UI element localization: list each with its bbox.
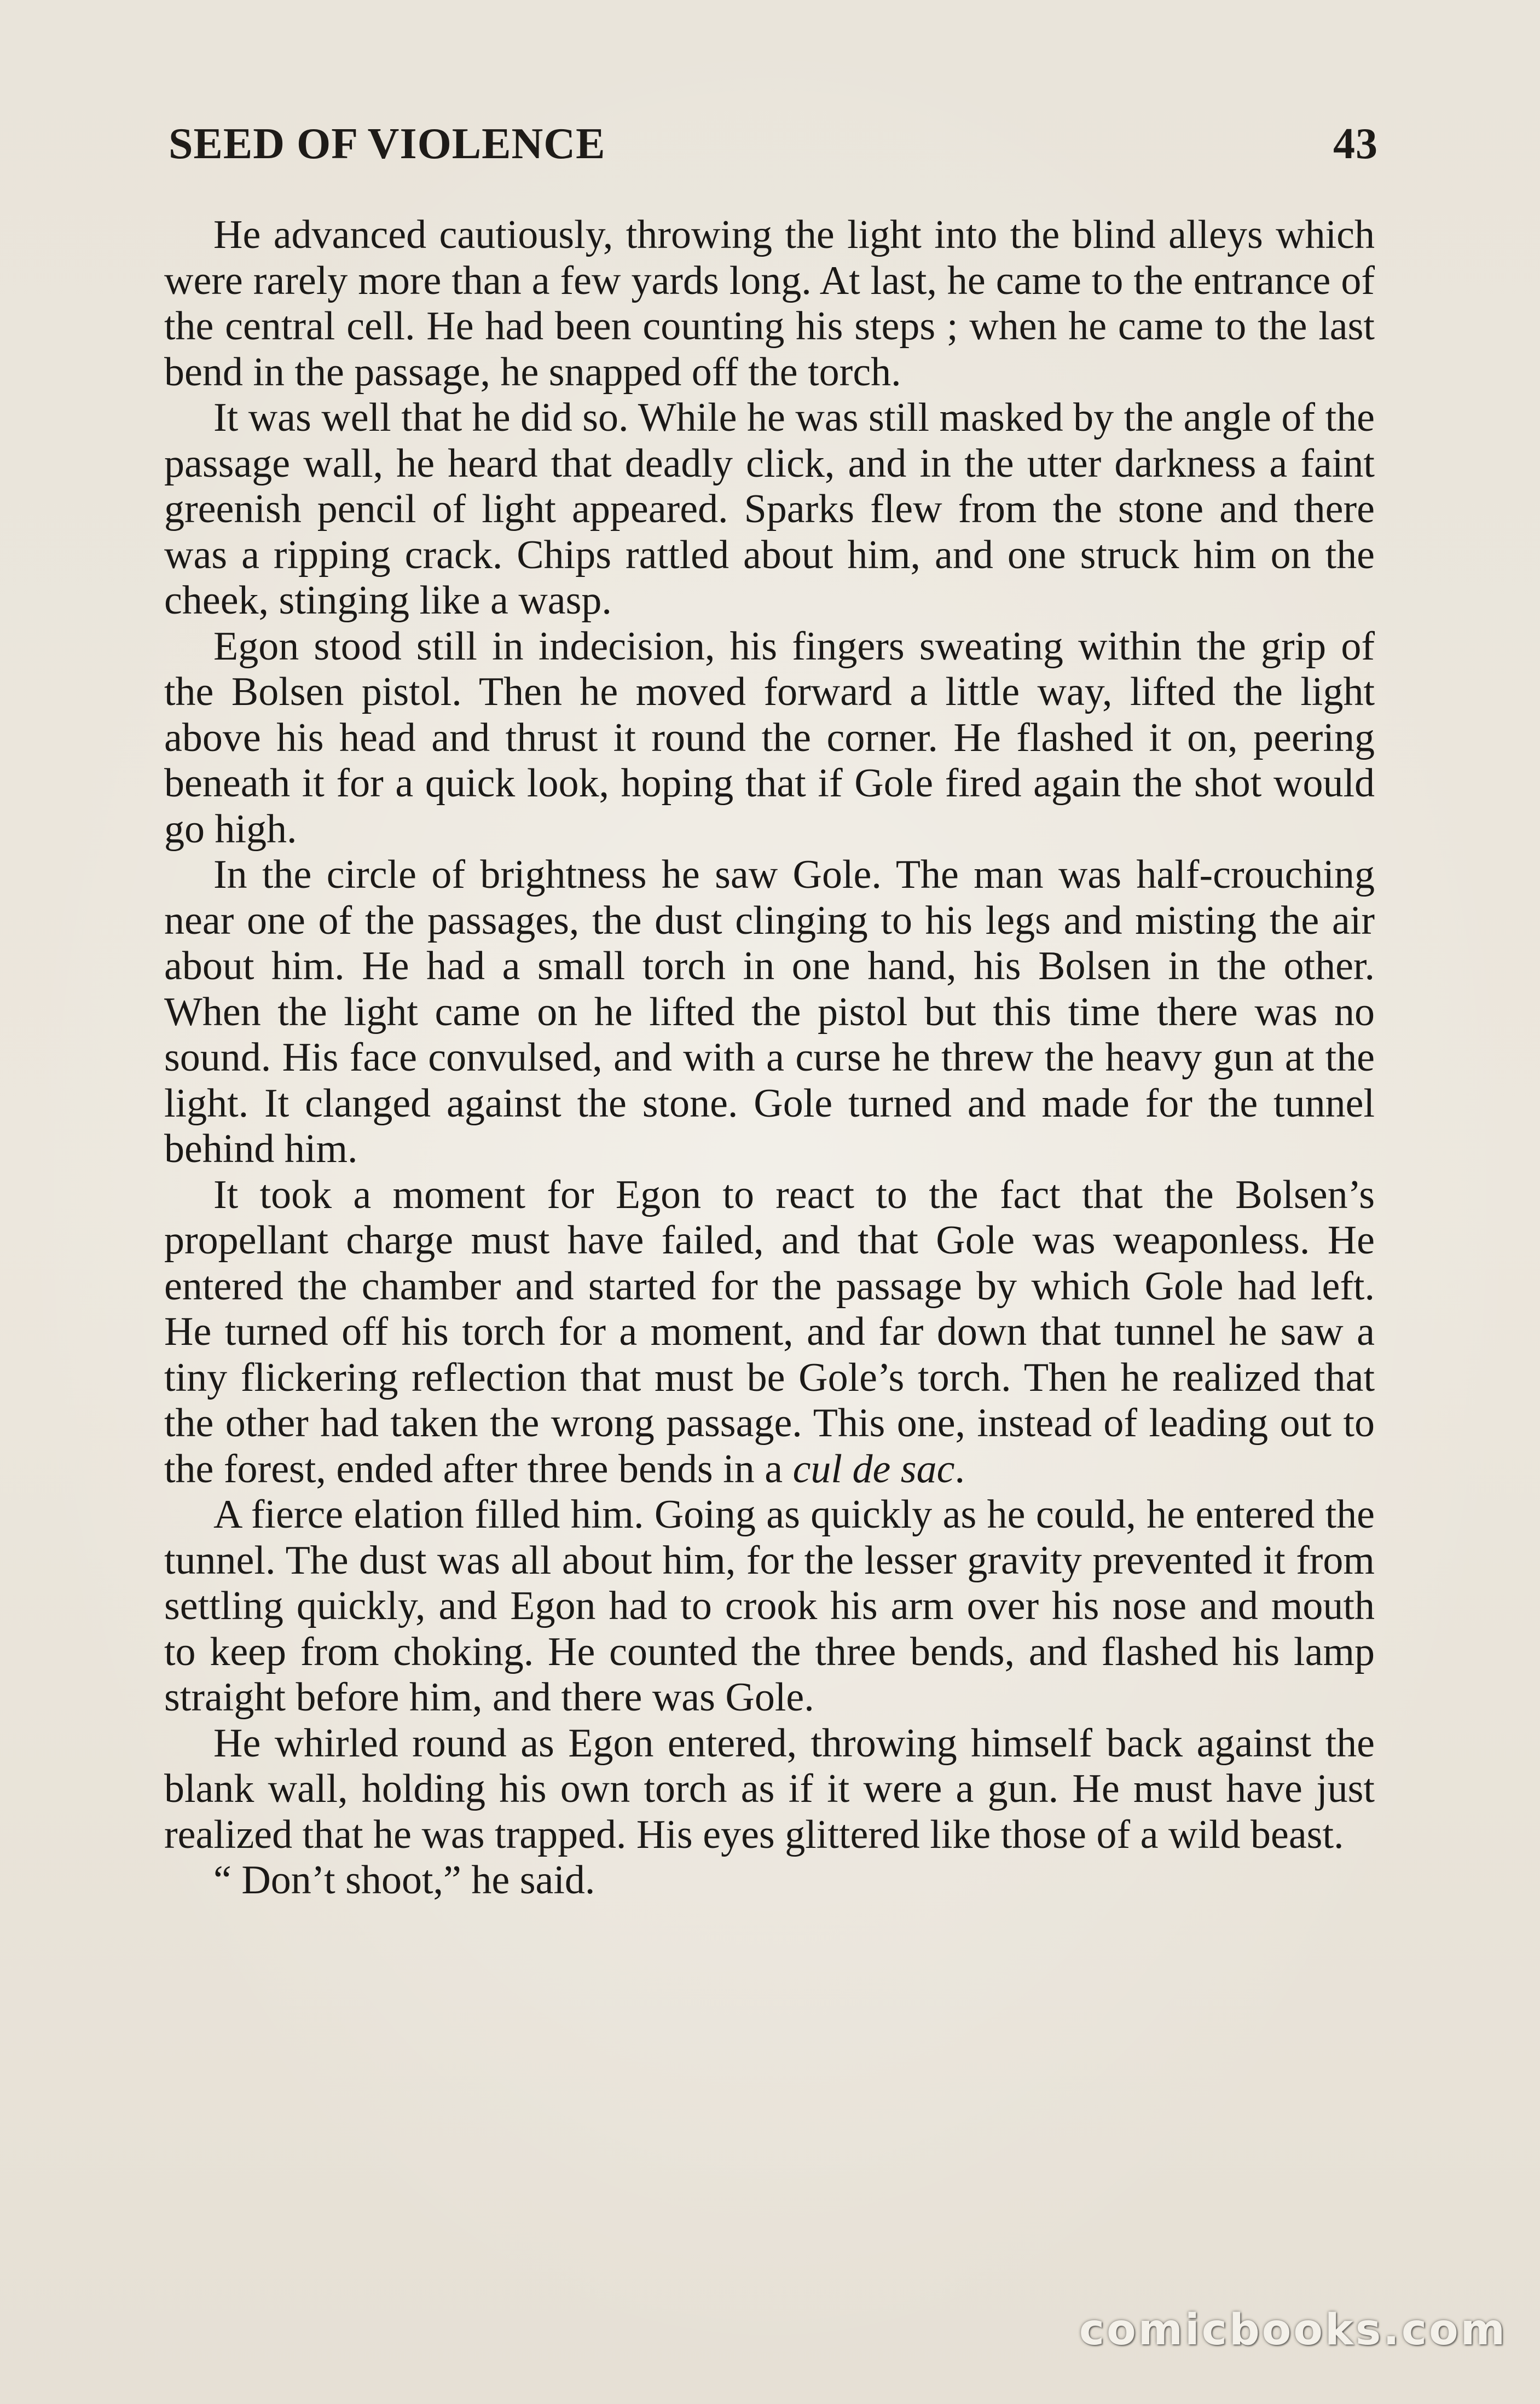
paragraph-5 bbox=[164, 1172, 1375, 1493]
page-header bbox=[169, 119, 1378, 180]
running-head: SEED OF VIOLENCE bbox=[169, 120, 606, 168]
body-text bbox=[164, 212, 1375, 1904]
paragraph-7: He whirled round as Egon entered, throwing himself back against the blank wall, holding his own torch as if it were a gun. He must have just realized that he was trapped. His eyes glittered like those of a wild beast. bbox=[164, 1720, 1375, 1857]
paragraph-5-text: It took a moment for Egon to react to the fact that the Bolsen’s propellant charge must have failed, and that Gole was weaponless. He entered the chamber and started for the passage by which Gole had left. He turned off his torch for a moment, and far down that tunnel he saw a tiny flickering reflection that must be Gole’s torch. Then he realized that the other had taken the wrong passage. This one, instead of leading out to the forest, ended after three bends in a bbox=[164, 1172, 1375, 1492]
paragraph-3: Egon stood still in indecision, his fingers sweating within the grip of the Bolsen pistol. Then he moved forward a little way, lifted the light above his head and thrust it round the corner. He flashed it on, peering beneath it for a quick look, hoping that if Gole fired again the shot would go high. bbox=[164, 623, 1375, 852]
watermark: comicbooks.com bbox=[1079, 2305, 1507, 2355]
paragraph-4: In the circle of brightness he saw Gole. The man was half-crouching near one of the passages, the dust clinging to his legs and misting the air about him. He had a small torch in one hand, his Bolsen in the other. When the light came on he lifted the pistol but this time there was no sound. His face convulsed, and with a curse he threw the heavy gun at the light. It clanged against the stone. Gole turned and made for the tunnel behind him. bbox=[164, 852, 1375, 1171]
paragraph-1: He advanced cautiously, throwing the light into the blind alleys which were rarely more than a few yards long. At last, he came to the entrance of the central cell. He had been counting his steps ; when he came to the last bend in the passage, he snapped off the torch. bbox=[164, 212, 1375, 395]
paragraph-2: It was well that he did so. While he was still masked by the angle of the passage wall, he heard that deadly click, and in the utter darkness a faint greenish pencil of light appeared. Sparks flew from the stone and there was a ripping crack. Chips rattled about him, and one struck him on the cheek, stinging like a wasp. bbox=[164, 395, 1375, 623]
page-number: 43 bbox=[1333, 120, 1378, 168]
paragraph-5-italic: cul de sac bbox=[792, 1446, 955, 1492]
paragraph-6: A fierce elation filled him. Going as quickly as he could, he entered the tunnel. The dust was all about him, for the lesser gravity prevented it from settling quickly, and Egon had to crook his arm over his nose and mouth to keep from choking. He counted the three bends, and flashed his lamp straight before him, and there was Gole. bbox=[164, 1492, 1375, 1720]
paragraph-8: “ Don’t shoot,” he said. bbox=[213, 1858, 595, 1903]
paragraph-5-end: . bbox=[954, 1446, 965, 1492]
